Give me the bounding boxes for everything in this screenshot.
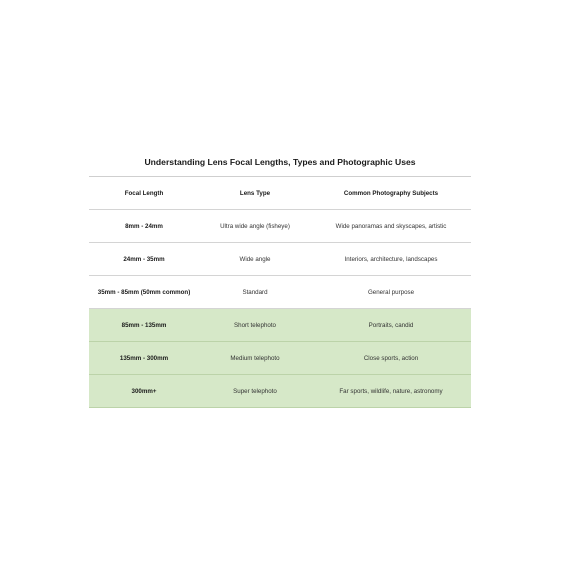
header-common-subjects: Common Photography Subjects	[311, 177, 471, 210]
lens-type-cell: Ultra wide angle (fisheye)	[199, 210, 311, 243]
table-row-highlighted	[89, 375, 471, 408]
lens-type-cell: Medium telephoto	[199, 342, 311, 375]
table-header-row	[89, 177, 471, 210]
focal-length-cell: 35mm - 85mm (50mm common)	[89, 276, 199, 309]
header-lens-type: Lens Type	[199, 177, 311, 210]
table-row-highlighted	[89, 342, 471, 375]
header-focal-length: Focal Length	[89, 177, 199, 210]
subjects-cell: Portraits, candid	[311, 309, 471, 342]
table-row-highlighted	[89, 309, 471, 342]
focal-length-cell: 300mm+	[89, 375, 199, 408]
table-row	[89, 243, 471, 276]
focal-length-cell: 8mm - 24mm	[89, 210, 199, 243]
subjects-cell: General purpose	[311, 276, 471, 309]
lens-type-cell: Wide angle	[199, 243, 311, 276]
subjects-cell: Wide panoramas and skyscapes, artistic	[311, 210, 471, 243]
table-row	[89, 210, 471, 243]
table-row	[89, 276, 471, 309]
lens-focal-length-table	[89, 177, 471, 408]
lens-type-cell: Standard	[199, 276, 311, 309]
focal-length-cell: 85mm - 135mm	[89, 309, 199, 342]
lens-type-cell: Super telephoto	[199, 375, 311, 408]
lens-type-cell: Short telephoto	[199, 309, 311, 342]
subjects-cell: Close sports, action	[311, 342, 471, 375]
focal-length-cell: 135mm - 300mm	[89, 342, 199, 375]
focal-length-cell: 24mm - 35mm	[89, 243, 199, 276]
subjects-cell: Far sports, wildlife, nature, astronomy	[311, 375, 471, 408]
lens-table-document	[89, 148, 471, 408]
subjects-cell: Interiors, architecture, landscapes	[311, 243, 471, 276]
table-title: Understanding Lens Focal Lengths, Types and Photographic Uses	[89, 148, 471, 177]
